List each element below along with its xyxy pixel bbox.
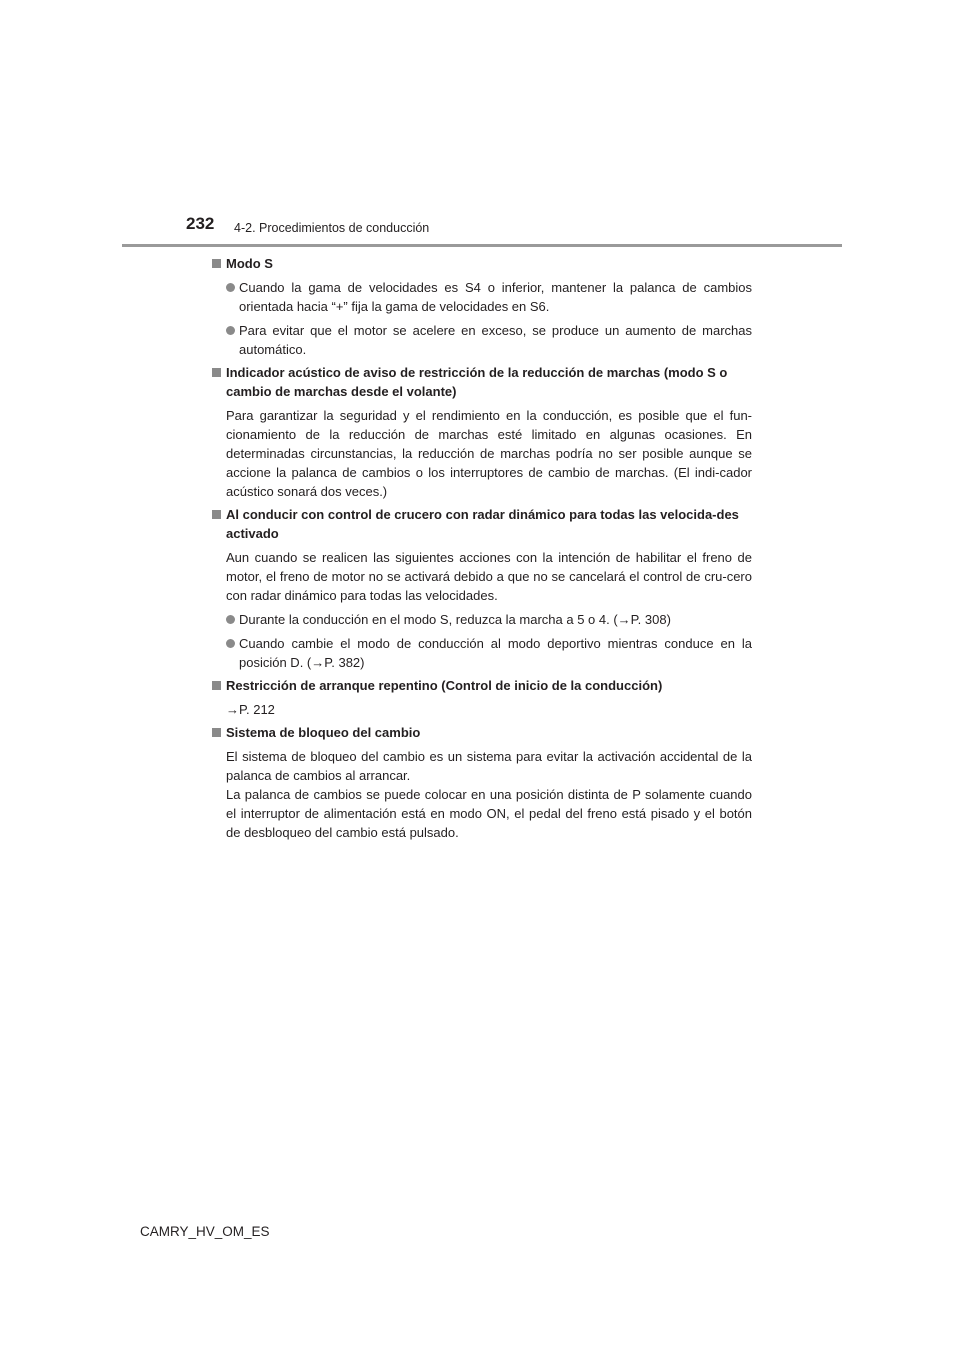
section-paragraph: Para garantizar la seguridad y el rendimiento en la conducción, es posible que el fun-cionamiento de la reducción de marchas esté limitado en algunas ocasiones. En determinadas circunstancias, la reducción de marchas podría no ser posible aunque se accione la palanca de cambios o los interruptores de cambio de marchas. (El indi-cador acústico sonará dos veces.)	[226, 408, 752, 499]
document-id: CAMRY_HV_OM_ES	[140, 1224, 270, 1239]
section-heading-bloqueo-cambio: Sistema de bloqueo del cambio	[212, 723, 752, 742]
section-paragraph	[212, 747, 752, 842]
section-heading-indicador-acustico: Indicador acústico de aviso de restricción de la reducción de marchas (modo S o cambio de marchas desde el volante)	[212, 363, 752, 401]
page-number: 232	[186, 214, 215, 233]
bullet-item: Cuando cambie el modo de conducción al modo deportivo mientras conduce en la posición D. (→P. 382)	[212, 634, 752, 672]
bullet-item: Cuando la gama de velocidades es S4 o inferior, mantener la palanca de cambios orientada hacia “+” fija la gama de velocidades en S6.	[212, 278, 752, 316]
paragraph-line: El sistema de bloqueo del cambio es un sistema para evitar la activación accidental de la palanca de cambios al arrancar.	[226, 749, 752, 783]
bullet-item: Durante la conducción en el modo S, reduzca la marcha a 5 o 4. (→P. 308)	[212, 610, 752, 629]
bullet-item: Para evitar que el motor se acelere en exceso, se produce un aumento de marchas automático.	[212, 321, 752, 359]
section-heading-control-crucero: Al conducir con control de crucero con radar dinámico para todas las velocida-des activado	[212, 505, 752, 543]
section-paragraph: Aun cuando se realicen las siguientes acciones con la intención de habilitar el freno de motor, el freno de motor no se activará debido a que no se cancelará el control de cru-cero con radar dinámico para todas las velocidades.	[226, 550, 752, 603]
header-divider	[122, 244, 842, 247]
section-title: 4-2. Procedimientos de conducción	[234, 221, 430, 235]
page-reference: →P. 212	[226, 702, 275, 717]
section-heading-restriccion-arranque: Restricción de arranque repentino (Control de inicio de la conducción)	[212, 676, 752, 695]
page-content	[212, 254, 752, 842]
paragraph-line: La palanca de cambios se puede colocar en una posición distinta de P solamente cuando el interruptor de alimentación está en modo ON, el pedal del freno está pisado y el botón de desbloqueo del cambio está pulsado.	[226, 787, 752, 840]
section-heading-modo-s: Modo S	[212, 254, 752, 273]
